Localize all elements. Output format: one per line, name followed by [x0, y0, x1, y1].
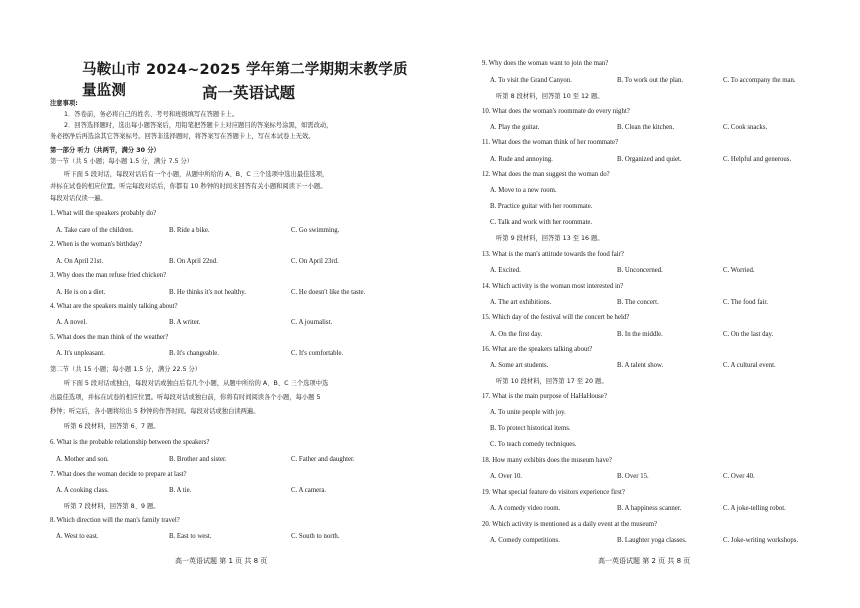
option-20a: A. Comedy competitions.	[490, 537, 560, 544]
option-6b: B. Brother and sister.	[169, 456, 227, 463]
question-4: 4. What are the speakers mainly talking about?	[50, 303, 178, 310]
option-5a: A. It's unpleasant.	[56, 350, 105, 357]
section-2-heading: 第二节（共 15 小题；每小题 1.5 分，满分 22.5 分）	[50, 366, 202, 373]
question-17: 17. What is the main purpose of HaHaHouse?	[482, 393, 607, 400]
question-20: 20. Which activity is mentioned as a daily event at the museum?	[482, 521, 658, 528]
option-20c: C. Joke-writing workshops.	[723, 537, 799, 544]
option-16c: C. A cultural event.	[723, 362, 776, 369]
option-17c: C. To teach comedy techniques.	[490, 441, 577, 448]
option-14c: C. The food fair.	[723, 299, 768, 306]
question-16: 16. What are the speakers talking about?	[482, 346, 593, 353]
notice-2a: 2．回答选择题时，选出每小题答案后，用铅笔把答题卡上对应题目的答案标号涂黑，如需改动，	[64, 122, 333, 129]
page-footer: 高一英语试题 第 2 页 共 8 页	[598, 557, 691, 565]
option-16b: B. A talent show.	[617, 362, 664, 369]
option-15b: B. In the middle.	[617, 331, 663, 338]
option-9c: C. To accompany the man.	[723, 77, 796, 84]
option-13c: C. Worried.	[723, 267, 755, 274]
option-14b: B. The concert.	[617, 299, 659, 306]
section-2-instructions-c: 秒钟；听完后，各小题将给出 5 秒钟的作答时间。每段对话或独白读两遍。	[50, 408, 260, 415]
option-11a: A. Rude and annoying.	[490, 156, 553, 163]
question-15: 15. Which day of the festival will the concert be held?	[482, 314, 630, 321]
option-19a: A. A comedy video room.	[490, 505, 561, 512]
question-3: 3. Why does the man refuse fried chicken?	[50, 272, 167, 279]
part-1-heading: 第一部分 听力（共两节，满分 30 分）	[50, 147, 160, 154]
option-1b: B. Ride a bike.	[169, 227, 210, 234]
option-11b: B. Organized and quiet.	[617, 156, 682, 163]
section-2-instructions-b: 出最佳选项，并标在试卷的相应位置。听每段对话或独白前，你将有时间阅读各个小题，每小题 5	[50, 394, 321, 401]
option-10a: A. Play the guitar.	[490, 124, 540, 131]
option-17b: B. To protect historical items.	[490, 425, 571, 432]
option-3c: C. He doesn't like the taste.	[291, 289, 366, 296]
question-19: 19. What special feature do visitors experience first?	[482, 489, 625, 496]
question-1: 1. What will the speakers probably do?	[50, 210, 157, 217]
question-10: 10. What does the woman's roommate do every night?	[482, 108, 630, 115]
option-2a: A. On April 21st.	[56, 258, 104, 265]
option-20b: B. Laughter yoga classes.	[617, 537, 687, 544]
page-footer: 高一英语试题 第 1 页 共 8 页	[175, 557, 268, 565]
option-1c: C. Go swimming.	[291, 227, 340, 234]
option-17a: A. To unite people with joy.	[490, 409, 566, 416]
option-15a: A. On the first day.	[490, 331, 543, 338]
option-18a: A. Over 10.	[490, 473, 523, 480]
option-19b: B. A happiness scanner.	[617, 505, 682, 512]
option-12a: A. Move to a new room.	[490, 187, 557, 194]
question-14: 14. Which activity is the woman most interested in?	[482, 283, 624, 290]
option-1a: A. Take care of the children.	[56, 227, 134, 234]
option-9a: A. To visit the Grand Canyon.	[490, 77, 572, 84]
option-5b: B. It's changeable.	[169, 350, 219, 357]
question-8: 8. Which direction will the man's family travel?	[50, 517, 180, 524]
material-8-note: 听第 8 段材料，回答第 10 至 12 题。	[496, 93, 604, 100]
option-8c: C. South to north.	[291, 533, 340, 540]
option-12c: C. Talk and work with her roommate.	[490, 219, 593, 226]
option-3a: A. He is on a diet.	[56, 289, 106, 296]
option-14a: A. The art exhibitions.	[490, 299, 552, 306]
option-18b: B. Over 15.	[617, 473, 649, 480]
option-5c: C. It's comfortable.	[291, 350, 344, 357]
option-16a: A. Some art students.	[490, 362, 549, 369]
option-15c: C. On the last day.	[723, 331, 774, 338]
material-7-note: 听第 7 段材料，回答第 8、9 题。	[64, 503, 160, 510]
option-18c: C. Over 40.	[723, 473, 755, 480]
question-6: 6. What is the probable relationship between the speakers?	[50, 439, 210, 446]
option-7b: B. A tie.	[169, 487, 192, 494]
option-9b: B. To work out the plan.	[617, 77, 684, 84]
material-10-note: 听第 10 段材料，回答第 17 至 20 题。	[496, 378, 608, 385]
option-6a: A. Mother and son.	[56, 456, 109, 463]
question-2: 2. When is the woman's birthday?	[50, 241, 143, 248]
option-8b: B. East to west.	[169, 533, 212, 540]
section-1-instructions-a: 听下面 5 段对话，每段对话后有一个小题，从题中所给的 A、B、C 三个选项中选出最佳选项，	[64, 171, 329, 178]
option-13a: A. Excited.	[490, 267, 521, 274]
option-2c: C. On April 23rd.	[291, 258, 339, 265]
question-13: 13. What is the man's attitude towards the food fair?	[482, 251, 624, 258]
option-6c: C. Father and daughter.	[291, 456, 355, 463]
option-13b: B. Unconcerned.	[617, 267, 663, 274]
question-7: 7. What does the woman decide to prepare at last?	[50, 471, 187, 478]
section-1-instructions-b: 并标在试卷的相应位置。听完每段对话后，你都有 10 秒钟的时间来回答有关小题和阅读下一小题。	[50, 183, 327, 190]
option-19c: C. A joke-telling robot.	[723, 505, 786, 512]
question-9: 9. Why does the woman want to join the man?	[482, 60, 609, 67]
question-5: 5. What does the man think of the weather?	[50, 334, 169, 341]
option-4c: C. A journalist.	[291, 319, 333, 326]
section-1-instructions-c: 每段对话仅读一遍。	[50, 195, 107, 202]
option-2b: B. On April 22nd.	[169, 258, 218, 265]
notice-2b: 务必擦净后再选涂其它答案标号。回答非选择题时，将答案写在答题卡上，写在本试卷上无效。	[50, 133, 315, 140]
option-10c: C. Cook snacks.	[723, 124, 768, 131]
section-1-heading: 第一节（共 5 小题；每小题 1.5 分，满分 7.5 分）	[50, 158, 194, 165]
material-9-note: 听第 9 段材料，回答第 13 至 16 题。	[496, 235, 604, 242]
notice-heading: 注意事项:	[50, 100, 78, 107]
notice-1: 1．答卷前，务必将自己的姓名、考号和班级填写在答题卡上。	[64, 111, 239, 118]
option-11c: C. Helpful and generous.	[723, 156, 792, 163]
exam-page-1	[0, 0, 420, 608]
question-12: 12. What does the man suggest the woman do?	[482, 171, 610, 178]
option-7a: A. A cooking class.	[56, 487, 109, 494]
exam-title: 马鞍山市 2024~2025 学年第二学期期末教学质量监测	[82, 62, 408, 99]
option-12b: B. Practice guitar with her roommate.	[490, 203, 593, 210]
option-7c: C. A camera.	[291, 487, 327, 494]
section-2-instructions-a: 听下面 5 段对话或独白，每段对话或独白后有几个小题，从题中所给的 A、B、C 三个选项中选	[64, 380, 329, 387]
exam-subtitle: 高一英语试题	[202, 84, 296, 102]
material-6-note: 听第 6 段材料，回答第 6、7 题。	[64, 423, 160, 430]
question-18: 18. How many exhibits does the museum have?	[482, 457, 612, 464]
exam-page-2	[430, 0, 860, 608]
option-10b: B. Clean the kitchen.	[617, 124, 675, 131]
option-3b: B. He thinks it's not healthy.	[169, 289, 246, 296]
option-4a: A. A novel.	[56, 319, 87, 326]
option-4b: B. A writer.	[169, 319, 201, 326]
question-11: 11. What does the woman think of her roommate?	[482, 139, 619, 146]
option-8a: A. West to east.	[56, 533, 99, 540]
